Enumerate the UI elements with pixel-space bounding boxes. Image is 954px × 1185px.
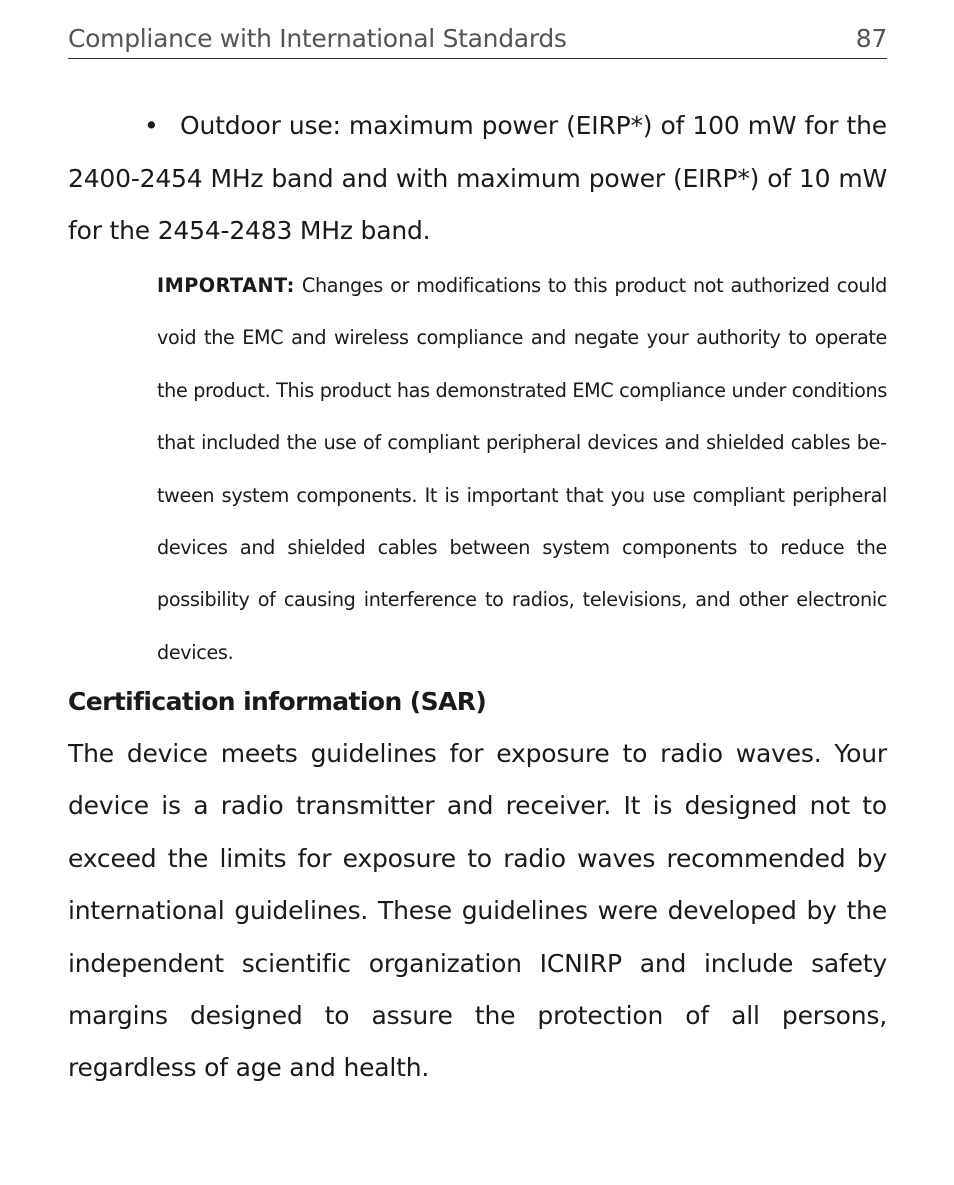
page-number: 87 [855, 24, 887, 53]
important-text: Changes or modifications to this product not authorized could void the EMC and wireless compliance and negate your authority to operate the product. This product has demonstrated EMC compliance under conditions that included the use of compliant peripheral devices and shielded cables between system components. It is important that you use compliant peripheral devices and shielded cables between system components to reduce the possibility of causing interference to radios, televisions, and other electronic devices. [157, 274, 887, 664]
section-paragraph: The device meets guidelines for exposure to radio waves. Your device is a radio transmitter and receiver. It is designed not to exceed the limits for exposure to radio waves recommended by international guidelines. These guidelines were developed by the independent scientific organization ICNIRP and include safety margins designed to assure the protection of all persons, regardless of age and health. [68, 739, 887, 1083]
important-note [157, 260, 887, 679]
bullet-list-item [68, 100, 887, 258]
section-heading: Certification information (SAR) [68, 687, 487, 716]
important-label: IMPORTANT: [157, 274, 295, 297]
bullet-icon: • [144, 111, 159, 140]
bullet-text: Outdoor use: maximum power (EIRP*) of 100 mW for the 2400-2454 MHz band and with maximum power (EIRP*) of 10 mW for the 2454-2483 MHz band. [68, 111, 887, 245]
header-title: Compliance with International Standards [68, 24, 567, 53]
running-header [68, 22, 887, 59]
